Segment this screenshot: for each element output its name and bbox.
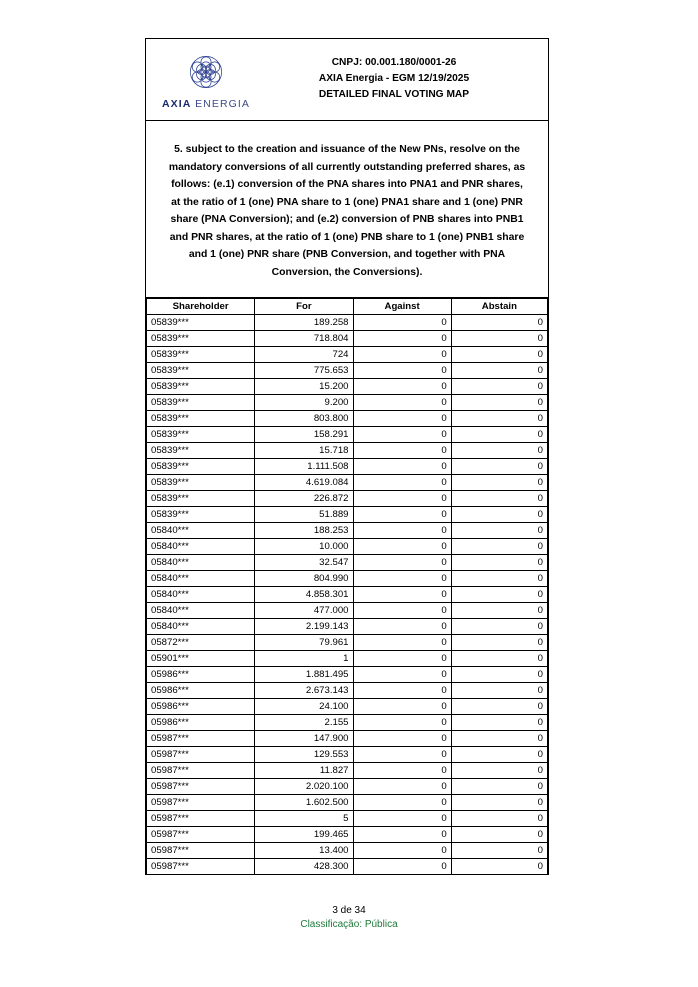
company-meeting-line: AXIA Energia - EGM 12/19/2025: [318, 72, 470, 84]
table-row: [147, 811, 548, 827]
cell-shareholder: 05987***: [147, 763, 255, 779]
cell-for: 199.465: [255, 827, 353, 843]
cell-against: 0: [353, 731, 451, 747]
cell-abstain: 0: [451, 619, 547, 635]
cell-against: 0: [353, 811, 451, 827]
cell-against: 0: [353, 539, 451, 555]
column-header-shareholder: Shareholder: [147, 299, 255, 315]
cell-abstain: 0: [451, 811, 547, 827]
cell-for: 129.553: [255, 747, 353, 763]
cell-against: 0: [353, 779, 451, 795]
table-row: [147, 443, 548, 459]
table-row: [147, 395, 548, 411]
table-row: [147, 667, 548, 683]
table-row: [147, 779, 548, 795]
table-row: [147, 715, 548, 731]
cell-against: 0: [353, 363, 451, 379]
cell-abstain: 0: [451, 331, 547, 347]
cell-against: 0: [353, 443, 451, 459]
cell-shareholder: 05840***: [147, 603, 255, 619]
cell-against: 0: [353, 411, 451, 427]
cell-for: 79.961: [255, 635, 353, 651]
table-row: [147, 763, 548, 779]
table-row: [147, 587, 548, 603]
cell-for: 724: [255, 347, 353, 363]
cell-shareholder: 05987***: [147, 827, 255, 843]
table-row: [147, 523, 548, 539]
cell-abstain: 0: [451, 827, 547, 843]
document-title: DETAILED FINAL VOTING MAP: [318, 88, 470, 100]
cell-for: 2.155: [255, 715, 353, 731]
cell-abstain: 0: [451, 507, 547, 523]
cell-for: 188.253: [255, 523, 353, 539]
logo-wordmark-bold: AXIA: [161, 98, 192, 110]
cell-shareholder: 05872***: [147, 635, 255, 651]
voting-table-body: [147, 315, 548, 875]
cell-shareholder: 05901***: [147, 651, 255, 667]
table-row: [147, 507, 548, 523]
cell-for: 15.718: [255, 443, 353, 459]
cell-for: 1.111.508: [255, 459, 353, 475]
cell-for: 1.602.500: [255, 795, 353, 811]
cell-against: 0: [353, 507, 451, 523]
cell-shareholder: 05839***: [147, 347, 255, 363]
cell-abstain: 0: [451, 603, 547, 619]
company-logo: [152, 47, 260, 110]
cell-for: 2.199.143: [255, 619, 353, 635]
table-row: [147, 843, 548, 859]
cell-for: 803.800: [255, 411, 353, 427]
cell-shareholder: 05987***: [147, 843, 255, 859]
table-row: [147, 555, 548, 571]
table-row: [147, 475, 548, 491]
cell-shareholder: 05839***: [147, 395, 255, 411]
table-row: [147, 491, 548, 507]
cell-against: 0: [353, 395, 451, 411]
cell-abstain: 0: [451, 443, 547, 459]
cell-for: 189.258: [255, 315, 353, 331]
table-row: [147, 747, 548, 763]
cell-shareholder: 05839***: [147, 443, 255, 459]
cell-against: 0: [353, 603, 451, 619]
table-header-row: [147, 299, 548, 315]
cell-against: 0: [353, 475, 451, 491]
table-row: [147, 683, 548, 699]
cell-for: 32.547: [255, 555, 353, 571]
cell-shareholder: 05839***: [147, 379, 255, 395]
cell-for: 9.200: [255, 395, 353, 411]
table-row: [147, 699, 548, 715]
cell-for: 2.673.143: [255, 683, 353, 699]
flower-of-life-icon: [183, 49, 229, 95]
cell-for: 24.100: [255, 699, 353, 715]
cell-shareholder: 05839***: [147, 491, 255, 507]
voting-table: [146, 298, 548, 875]
cell-abstain: 0: [451, 763, 547, 779]
cell-shareholder: 05840***: [147, 571, 255, 587]
cell-abstain: 0: [451, 395, 547, 411]
cell-against: 0: [353, 827, 451, 843]
cell-abstain: 0: [451, 667, 547, 683]
cell-shareholder: 05839***: [147, 411, 255, 427]
cell-for: 10.000: [255, 539, 353, 555]
cell-shareholder: 05987***: [147, 747, 255, 763]
cell-against: 0: [353, 619, 451, 635]
cell-against: 0: [353, 571, 451, 587]
cell-for: 4.858.301: [255, 587, 353, 603]
cell-against: 0: [353, 523, 451, 539]
cell-against: 0: [353, 347, 451, 363]
cell-abstain: 0: [451, 843, 547, 859]
cell-abstain: 0: [451, 411, 547, 427]
table-row: [147, 315, 548, 331]
cell-for: 5: [255, 811, 353, 827]
table-row: [147, 363, 548, 379]
cell-abstain: 0: [451, 779, 547, 795]
cell-abstain: 0: [451, 571, 547, 587]
cell-against: 0: [353, 635, 451, 651]
cell-abstain: 0: [451, 379, 547, 395]
table-row: [147, 379, 548, 395]
cell-shareholder: 05839***: [147, 315, 255, 331]
table-row: [147, 539, 548, 555]
cell-against: 0: [353, 651, 451, 667]
cell-against: 0: [353, 715, 451, 731]
table-row: [147, 619, 548, 635]
cell-shareholder: 05987***: [147, 811, 255, 827]
cell-shareholder: 05839***: [147, 331, 255, 347]
cell-for: 147.900: [255, 731, 353, 747]
cell-abstain: 0: [451, 859, 547, 875]
cell-for: 4.619.084: [255, 475, 353, 491]
cell-against: 0: [353, 795, 451, 811]
cell-shareholder: 05839***: [147, 507, 255, 523]
cell-against: 0: [353, 667, 451, 683]
cell-abstain: 0: [451, 699, 547, 715]
cell-shareholder: 05839***: [147, 427, 255, 443]
cell-against: 0: [353, 331, 451, 347]
cell-against: 0: [353, 379, 451, 395]
cell-shareholder: 05840***: [147, 555, 255, 571]
cell-abstain: 0: [451, 315, 547, 331]
cell-against: 0: [353, 747, 451, 763]
table-row: [147, 411, 548, 427]
cell-shareholder: 05840***: [147, 587, 255, 603]
cell-for: 1.881.495: [255, 667, 353, 683]
document-frame: [145, 38, 549, 875]
cell-abstain: 0: [451, 747, 547, 763]
cell-against: 0: [353, 859, 451, 875]
page-number: 3 de 34: [332, 905, 366, 916]
cell-abstain: 0: [451, 715, 547, 731]
cell-shareholder: 05987***: [147, 859, 255, 875]
cell-abstain: 0: [451, 795, 547, 811]
cell-for: 11.827: [255, 763, 353, 779]
cell-shareholder: 05986***: [147, 667, 255, 683]
cell-shareholder: 05987***: [147, 731, 255, 747]
cell-shareholder: 05987***: [147, 795, 255, 811]
classification-label: Classificação: Pública: [300, 919, 398, 930]
table-row: [147, 459, 548, 475]
cell-for: 428.300: [255, 859, 353, 875]
cell-abstain: 0: [451, 475, 547, 491]
table-row: [147, 427, 548, 443]
document-footer: [0, 905, 698, 930]
cell-for: 226.872: [255, 491, 353, 507]
table-row: [147, 651, 548, 667]
cell-abstain: 0: [451, 363, 547, 379]
cell-for: 775.653: [255, 363, 353, 379]
cell-abstain: 0: [451, 427, 547, 443]
cell-for: 804.990: [255, 571, 353, 587]
cell-shareholder: 05840***: [147, 539, 255, 555]
cell-abstain: 0: [451, 539, 547, 555]
column-header-against: Against: [353, 299, 451, 315]
cell-shareholder: 05840***: [147, 523, 255, 539]
cell-abstain: 0: [451, 651, 547, 667]
cell-against: 0: [353, 427, 451, 443]
table-row: [147, 347, 548, 363]
cell-shareholder: 05987***: [147, 779, 255, 795]
cell-against: 0: [353, 683, 451, 699]
table-row: [147, 571, 548, 587]
cell-for: 2.020.100: [255, 779, 353, 795]
logo-wordmark-light: ENERGIA: [195, 98, 251, 110]
column-header-for: For: [255, 299, 353, 315]
cell-for: 718.804: [255, 331, 353, 347]
cell-shareholder: 05839***: [147, 475, 255, 491]
cell-abstain: 0: [451, 587, 547, 603]
cell-against: 0: [353, 843, 451, 859]
cell-against: 0: [353, 763, 451, 779]
cell-shareholder: 05839***: [147, 363, 255, 379]
logo-wordmark: [152, 98, 260, 110]
cell-shareholder: 05840***: [147, 619, 255, 635]
table-row: [147, 603, 548, 619]
resolution-text: 5. subject to the creation and issuance of the New PNs, resolve on the mandatory conversions of all currently outstanding preferred shares, as follows: (e.1) conversion of the PNA shares into PNA1 and PNR shares, at the ratio of 1 (one) PNA share to 1 (one) PNA1 share and 1 (one) PNR share (PNA Conversion); and (e.2) conversion of PNB shares into PNB1 and PNR shares, at the ratio of 1 (one) PNB share to 1 (one) PNB1 share and 1 (one) PNR share (PNB Conversion, and together with PNA Conversion, the Conversions).: [146, 121, 548, 298]
cell-against: 0: [353, 459, 451, 475]
column-header-abstain: Abstain: [451, 299, 547, 315]
cell-abstain: 0: [451, 635, 547, 651]
table-row: [147, 635, 548, 651]
cell-shareholder: 05986***: [147, 683, 255, 699]
table-row: [147, 795, 548, 811]
cell-for: 477.000: [255, 603, 353, 619]
cell-abstain: 0: [451, 459, 547, 475]
cell-for: 1: [255, 651, 353, 667]
cell-abstain: 0: [451, 347, 547, 363]
cell-shareholder: 05986***: [147, 699, 255, 715]
cell-abstain: 0: [451, 491, 547, 507]
table-row: [147, 331, 548, 347]
document-page: [145, 38, 549, 875]
cnpj-line: CNPJ: 00.001.180/0001-26: [331, 56, 457, 68]
cell-shareholder: 05986***: [147, 715, 255, 731]
cell-against: 0: [353, 315, 451, 331]
header-title-block: [260, 55, 542, 103]
cell-shareholder: 05839***: [147, 459, 255, 475]
cell-against: 0: [353, 699, 451, 715]
cell-abstain: 0: [451, 555, 547, 571]
cell-for: 158.291: [255, 427, 353, 443]
table-row: [147, 827, 548, 843]
cell-against: 0: [353, 587, 451, 603]
cell-abstain: 0: [451, 523, 547, 539]
table-row: [147, 859, 548, 875]
cell-for: 13.400: [255, 843, 353, 859]
table-row: [147, 731, 548, 747]
cell-for: 51.889: [255, 507, 353, 523]
cell-abstain: 0: [451, 683, 547, 699]
document-header: [146, 39, 548, 121]
cell-for: 15.200: [255, 379, 353, 395]
cell-against: 0: [353, 555, 451, 571]
cell-against: 0: [353, 491, 451, 507]
cell-abstain: 0: [451, 731, 547, 747]
